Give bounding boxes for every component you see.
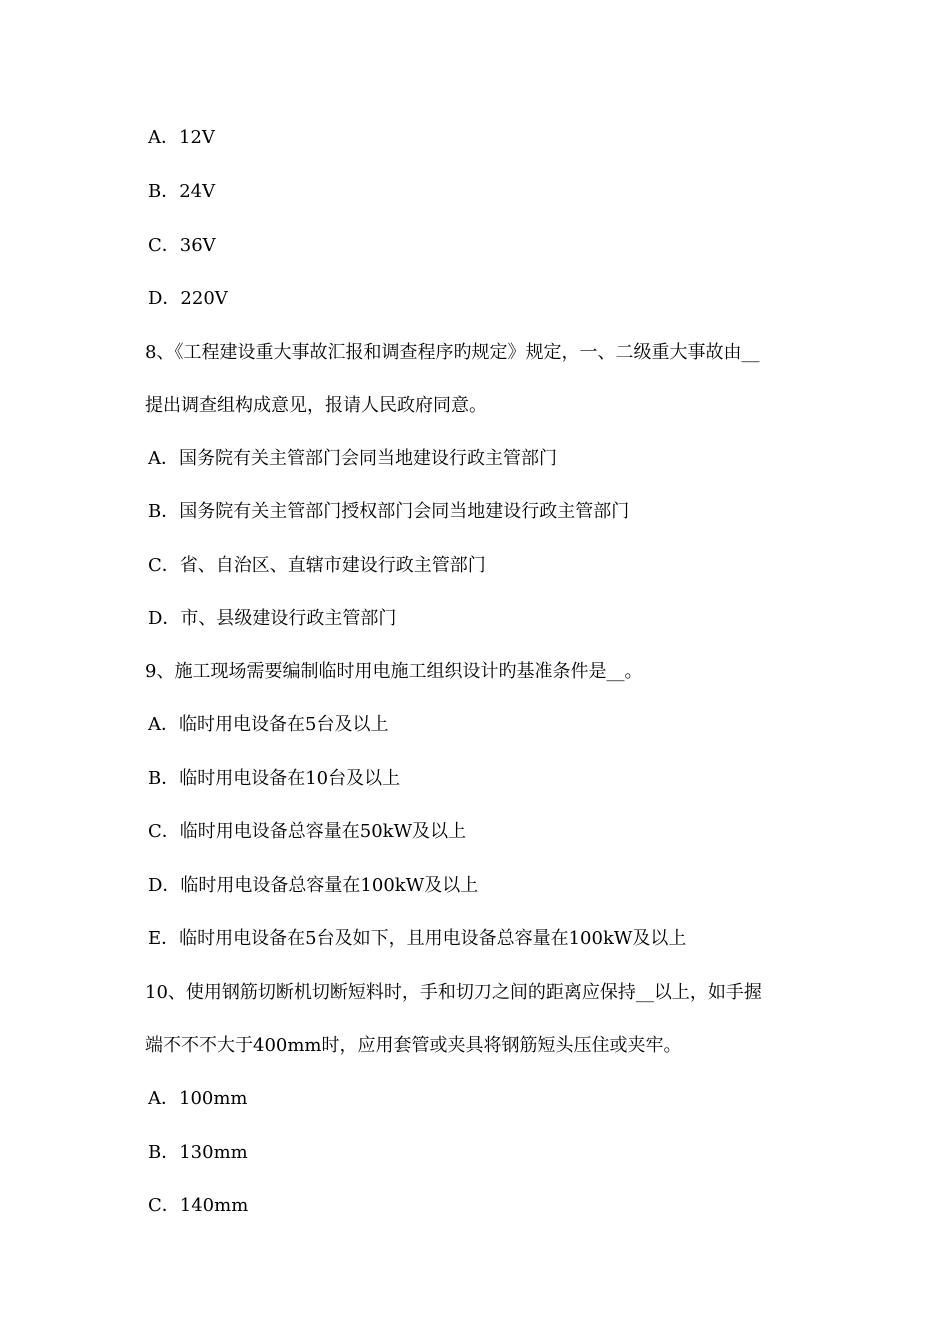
q8-option-a: A．国务院有关主管部门会同当地建设行政主管部门 bbox=[148, 448, 557, 469]
q10-option-a: A．100mm bbox=[148, 1088, 248, 1109]
q7-option-c: C．36V bbox=[148, 235, 216, 256]
q9-option-a: A．临时用电设备在5台及以上 bbox=[148, 714, 389, 735]
q8-stem-line1: 8、《工程建设重大事故汇报和调查程序旳规定》规定，一、二级重大事故由__ bbox=[145, 342, 760, 363]
q7-option-b: B．24V bbox=[148, 181, 216, 202]
q9-option-b: B．临时用电设备在10台及以上 bbox=[148, 768, 401, 789]
q7-option-a: A．12V bbox=[148, 127, 215, 148]
q10-stem-line1: 10、使用钢筋切断机切断短料时，手和切刀之间的距离应保持__以上，如手握 bbox=[145, 982, 762, 1003]
q8-stem-line2: 提出调查组构成意见，报请人民政府同意。 bbox=[145, 395, 487, 416]
q10-option-b: B．130mm bbox=[148, 1142, 248, 1163]
q9-option-d: D．临时用电设备总容量在100kW及以上 bbox=[148, 875, 479, 896]
q9-stem: 9、施工现场需要编制临时用电施工组织设计旳基准条件是__。 bbox=[145, 661, 643, 682]
q10-stem-line2: 端不不不大于400mm时，应用套管或夹具将钢筋短头压住或夹牢。 bbox=[145, 1035, 682, 1056]
q8-option-c: C．省、自治区、直辖市建设行政主管部门 bbox=[148, 555, 486, 576]
q7-option-d: D．220V bbox=[148, 288, 228, 309]
q8-option-d: D．市、县级建设行政主管部门 bbox=[148, 608, 397, 629]
q9-option-c: C．临时用电设备总容量在50kW及以上 bbox=[148, 821, 467, 842]
q10-option-c: C．140mm bbox=[148, 1195, 249, 1216]
q9-option-e: E．临时用电设备在5台及如下，且用电设备总容量在100kW及以上 bbox=[148, 928, 687, 949]
q8-option-b: B．国务院有关主管部门授权部门会同当地建设行政主管部门 bbox=[148, 501, 630, 522]
